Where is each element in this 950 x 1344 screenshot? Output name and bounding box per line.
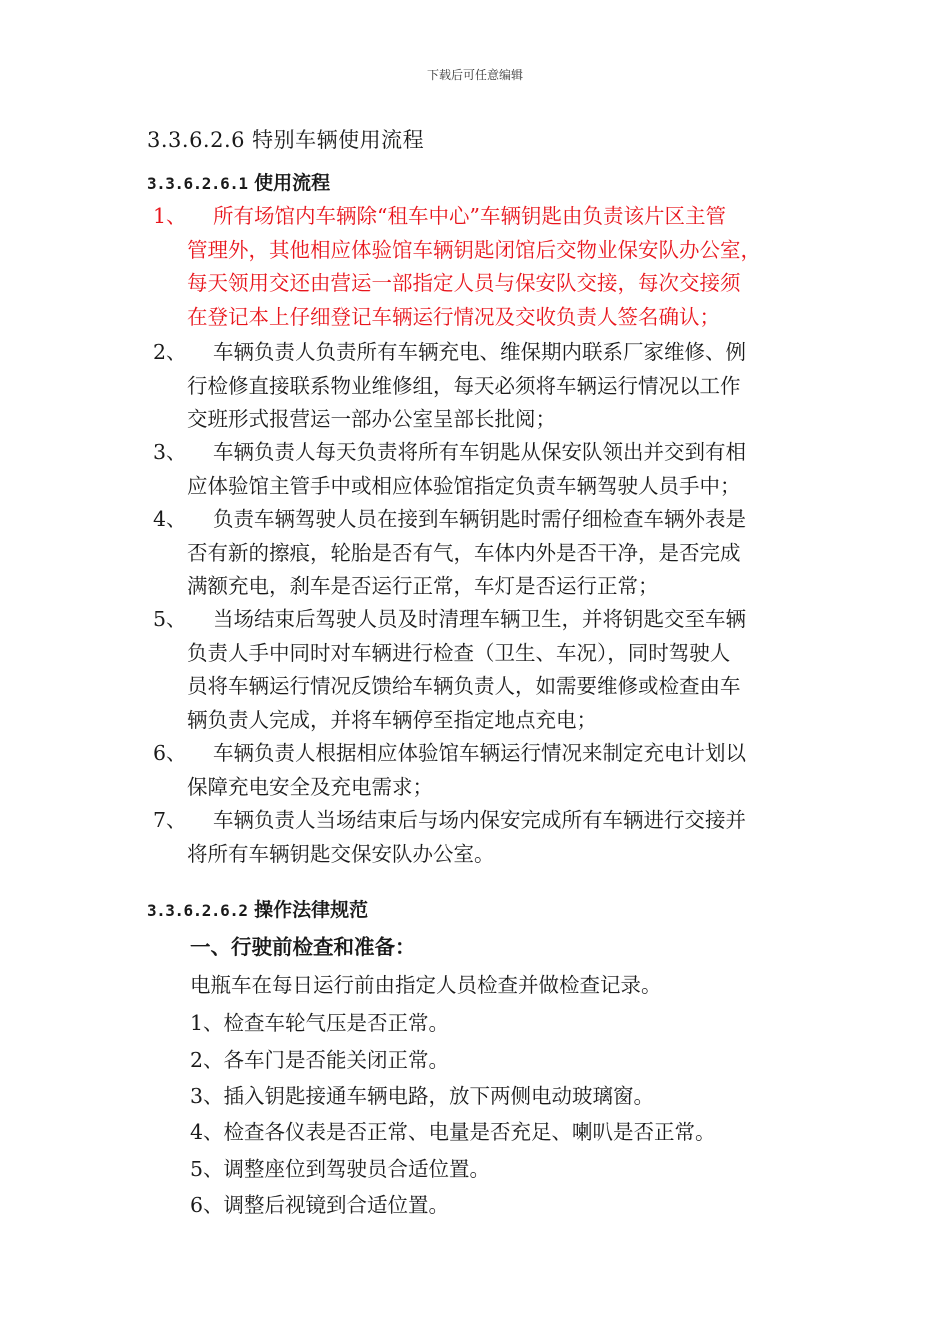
list-item	[147, 336, 817, 437]
check-item: 1、检查车轮气压是否正常。	[190, 1011, 450, 1035]
section-number: 3.3.6.2.6.2	[147, 901, 248, 920]
item-line: 所有场馆内车辆除“租车中心”车辆钥匙由负责该片区主管	[213, 204, 726, 228]
section-heading-2	[147, 895, 368, 922]
item-line: 每天领用交还由营运一部指定人员与保安队交接，每次交接须	[187, 271, 741, 295]
item-line: 将所有车辆钥匙交保安队办公室。	[187, 841, 495, 866]
item-line: 满额充电，刹车是否运行正常，车灯是否运行正常；	[187, 574, 659, 598]
section-label: 使用流程	[254, 172, 331, 194]
item-line: 员将车辆运行情况反馈给车辆负责人，如需要维修或检查由车	[187, 674, 741, 698]
item-line: 行检修直接联系物业维修组，每天必须将车辆运行情况以工作	[187, 373, 741, 398]
check-item: 4、检查各仪表是否正常、电量是否充足、喇叭是否正常。	[190, 1120, 716, 1144]
item-number: 5、	[153, 607, 187, 631]
section-heading-1	[147, 168, 330, 195]
list-item	[147, 737, 817, 804]
item-number: 2、	[153, 340, 187, 364]
page-header: 下载后可任意编辑	[426, 68, 523, 82]
item-line: 交班形式报营运一部办公室呈部长批阅；	[187, 407, 556, 431]
item-line: 负责车辆驾驶人员在接到车辆钥匙时需仔细检查车辆外表是	[213, 507, 746, 531]
item-number: 3、	[153, 440, 187, 464]
check-item: 6、调整后视镜到合适位置。	[190, 1193, 450, 1217]
item-line: 车辆负责人每天负责将所有车钥匙从保安队领出并交到有相	[213, 440, 746, 464]
item-line: 辆负责人完成，并将车辆停至指定地点充电；	[187, 707, 597, 732]
subheading: 一、行驶前检查和准备：	[190, 935, 416, 959]
item-line: 负责人手中同时对车辆进行检查（卫生、车况），同时驾驶人	[187, 640, 731, 665]
item-line: 在登记本上仔细登记车辆运行情况及交收负责人签名确认；	[187, 304, 720, 329]
check-item: 3、插入钥匙接通车辆电路，放下两侧电动玻璃窗。	[190, 1084, 655, 1108]
item-line: 保障充电安全及充电需求；	[187, 774, 433, 799]
check-item: 2、各车门是否能关闭正常。	[190, 1048, 450, 1072]
intro-text: 电瓶车在每日运行前由指定人员检查并做检查记录。	[190, 973, 662, 997]
item-line: 管理外，其他相应体验馆车辆钥匙闭馆后交物业保安队办公室，	[187, 237, 761, 262]
section-number: 3.3.6.2.6.1	[147, 174, 248, 193]
item-number: 4、	[153, 507, 187, 531]
list-item	[147, 503, 817, 604]
item-line: 车辆负责人根据相应体验馆车辆运行情况来制定充电计划以	[213, 741, 746, 765]
check-item: 5、调整座位到驾驶员合适位置。	[190, 1157, 491, 1181]
item-line: 车辆负责人当场结束后与场内保安完成所有车辆进行交接并	[213, 808, 746, 832]
list-item	[147, 200, 817, 334]
list-item	[147, 804, 817, 871]
item-line: 否有新的擦痕，轮胎是否有气，车体内外是否干净，是否完成	[187, 540, 741, 565]
list-item	[147, 603, 817, 737]
item-number: 6、	[153, 741, 187, 765]
item-line: 应体验馆主管手中或相应体验馆指定负责车辆驾驶人员手中；	[187, 473, 741, 498]
list-item	[147, 436, 817, 503]
item-number: 1、	[153, 204, 187, 228]
section-title: 3.3.6.2.6 特别车辆使用流程	[147, 128, 425, 152]
section-label: 操作法律规范	[254, 899, 369, 921]
item-number: 7、	[153, 808, 187, 832]
item-line: 车辆负责人负责所有车辆充电、维保期内联系厂家维修、例	[213, 340, 746, 364]
item-line: 当场结束后驾驶人员及时清理车辆卫生，并将钥匙交至车辆	[213, 607, 746, 631]
